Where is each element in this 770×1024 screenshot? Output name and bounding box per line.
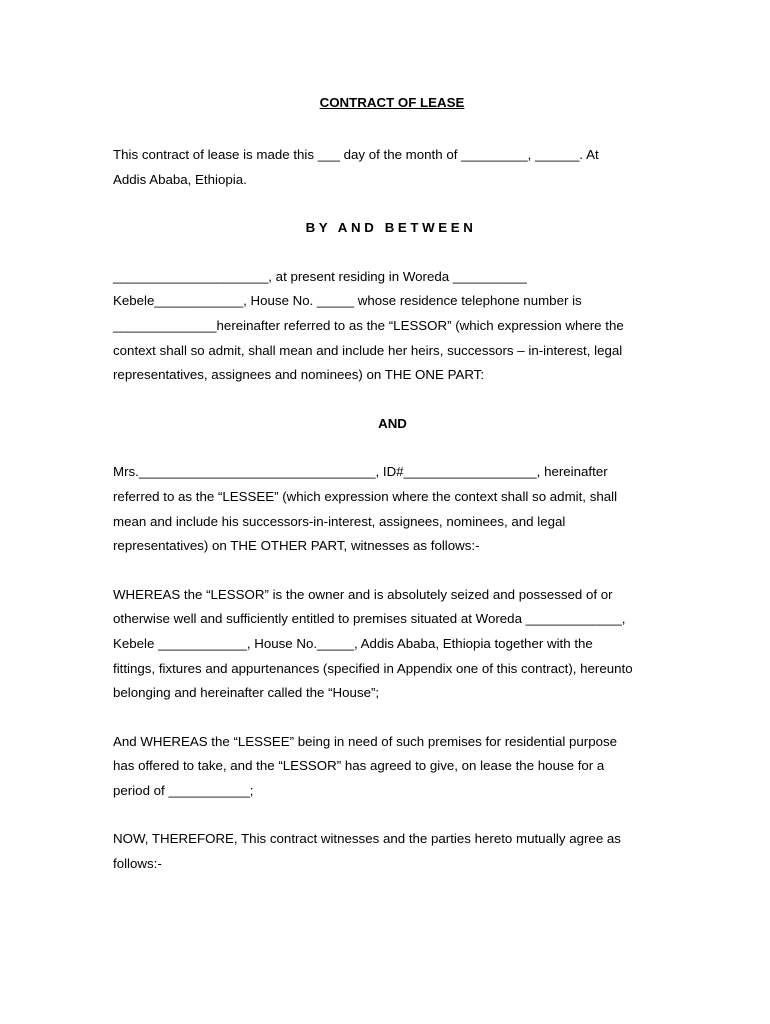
intro-paragraph: This contract of lease is made this ___ day of the month of _________, ______. At Addis Ababa, Ethiopia.	[113, 147, 599, 187]
and-heading: AND	[378, 415, 407, 431]
by-and-between-heading: BY AND BETWEEN	[305, 220, 477, 236]
now-therefore-paragraph: NOW, THEREFORE, This contract witnesses and the parties hereto mutually agree as follows:-	[113, 831, 621, 872]
whereas-paragraph-1: WHEREAS the “LESSOR” is the owner and is absolutely seized and possessed of or otherwise well and sufficiently entitled to premises situated at Woreda _____________, Kebele ____________, House No._____, Addis Ababa, Ethiopia together with the fittings, fixtures and appurtenances (specified in Appendix one of this contract), hereunto belonging and hereinafter called the “House”;	[113, 586, 633, 701]
whereas-paragraph-2: And WHEREAS the “LESSEE” being in need of such premises for residential purpose has offered to take, and the “LESSOR” has agreed to give, on lease the house for a period of ___________;	[113, 733, 618, 798]
document-body	[113, 94, 661, 877]
lessee-paragraph: Mrs.________________________________, ID#__________________, hereinafter referred to as the “LESSEE” (which expression where the context shall so admit, shall mean and include his successors-in-interest, assignees, nominees, and legal representatives) on THE OTHER PART, witnesses as follows:-	[113, 464, 618, 554]
document-title: CONTRACT OF LEASE	[319, 95, 465, 110]
lessor-paragraph: _____________________, at present residing in Woreda __________ Kebele____________, House No. _____ whose residence telephone number is ______________hereinafter referred to as the “LESSOR” (which expression where the context shall so admit, shall mean and include her heirs, successors – in-interest, legal representatives, assignees and nominees) on THE ONE PART:	[113, 268, 624, 383]
